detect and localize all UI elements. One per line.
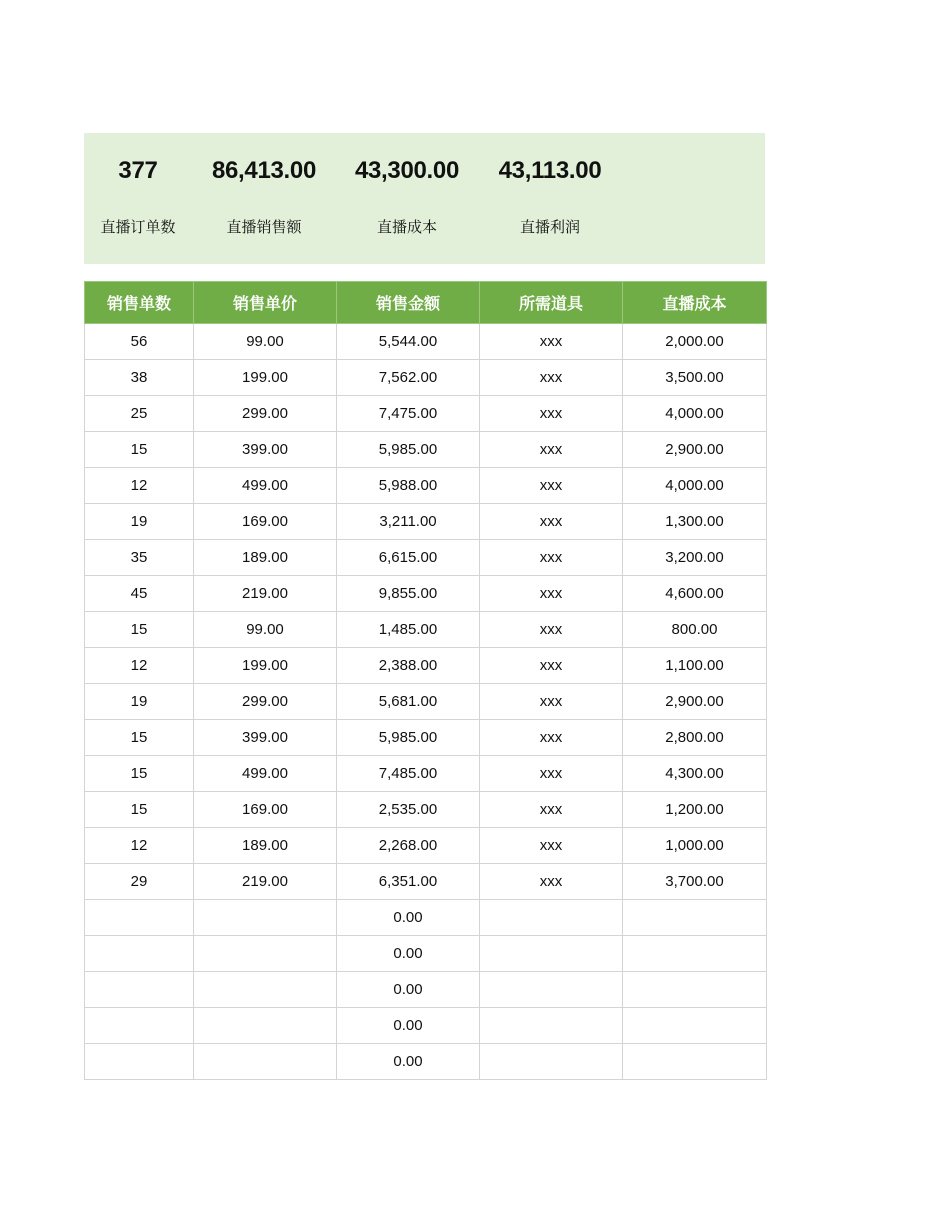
cost-cell[interactable]: 3,700.00 [623,864,767,900]
quantity-cell[interactable]: 45 [85,576,194,612]
amount-cell[interactable]: 0.00 [337,1008,480,1044]
unit-price-cell[interactable]: 169.00 [194,792,337,828]
unit-price-cell[interactable]: 169.00 [194,504,337,540]
quantity-cell[interactable] [85,1044,194,1080]
table-header-row [85,282,767,324]
unit-price-cell[interactable] [194,1008,337,1044]
unit-price-cell[interactable]: 219.00 [194,864,337,900]
cost-cell[interactable] [623,972,767,1008]
quantity-cell[interactable]: 38 [85,360,194,396]
unit-price-cell[interactable] [194,936,337,972]
cost-cell[interactable]: 3,500.00 [623,360,767,396]
props-cell[interactable]: xxx [480,576,623,612]
table-row [85,1008,767,1044]
props-cell[interactable] [480,936,623,972]
amount-cell[interactable]: 0.00 [337,1044,480,1080]
amount-cell[interactable]: 3,211.00 [337,504,480,540]
unit-price-cell[interactable]: 199.00 [194,360,337,396]
amount-cell[interactable]: 5,985.00 [337,432,480,468]
props-cell[interactable]: xxx [480,504,623,540]
unit-price-cell[interactable]: 299.00 [194,396,337,432]
props-cell[interactable] [480,1008,623,1044]
table-body [85,324,767,1080]
amount-cell[interactable]: 5,988.00 [337,468,480,504]
props-cell[interactable] [480,1044,623,1080]
table-row [85,864,767,900]
props-cell[interactable]: xxx [480,648,623,684]
table-row [85,576,767,612]
props-cell[interactable]: xxx [480,864,623,900]
unit-price-cell[interactable] [194,900,337,936]
props-cell[interactable]: xxx [480,396,623,432]
cost-cell[interactable]: 800.00 [623,612,767,648]
header-unit-price[interactable]: 销售单价 [194,282,337,324]
quantity-cell[interactable]: 19 [85,684,194,720]
cost-cell[interactable]: 1,200.00 [623,792,767,828]
props-cell[interactable]: xxx [480,756,623,792]
stat-cost-value[interactable]: 43,300.00 [354,157,460,184]
quantity-cell[interactable]: 15 [85,720,194,756]
stat-orders-value[interactable]: 377 [118,157,158,184]
unit-price-cell[interactable] [194,972,337,1008]
header-props[interactable]: 所需道具 [480,282,623,324]
amount-cell[interactable]: 1,485.00 [337,612,480,648]
cost-cell[interactable]: 4,000.00 [623,468,767,504]
cost-cell[interactable] [623,936,767,972]
unit-price-cell[interactable]: 199.00 [194,648,337,684]
quantity-cell[interactable] [85,1008,194,1044]
quantity-cell[interactable]: 12 [85,648,194,684]
table-row [85,396,767,432]
unit-price-cell[interactable]: 399.00 [194,432,337,468]
table-row [85,684,767,720]
stat-profit-label[interactable]: 直播利润 [519,219,580,236]
unit-price-cell[interactable]: 99.00 [194,324,337,360]
props-cell[interactable]: xxx [480,828,623,864]
props-cell[interactable]: xxx [480,612,623,648]
quantity-cell[interactable]: 29 [85,864,194,900]
table-row [85,324,767,360]
table-row [85,540,767,576]
table-row [85,612,767,648]
unit-price-cell[interactable]: 299.00 [194,684,337,720]
cost-cell[interactable]: 3,200.00 [623,540,767,576]
props-cell[interactable]: xxx [480,792,623,828]
quantity-cell[interactable] [85,972,194,1008]
unit-price-cell[interactable]: 399.00 [194,720,337,756]
cost-cell[interactable]: 2,800.00 [623,720,767,756]
props-cell[interactable]: xxx [480,324,623,360]
amount-cell[interactable]: 5,544.00 [337,324,480,360]
quantity-cell[interactable]: 19 [85,504,194,540]
quantity-cell[interactable]: 15 [85,612,194,648]
cost-cell[interactable]: 2,900.00 [623,684,767,720]
table-row [85,828,767,864]
quantity-cell[interactable]: 15 [85,432,194,468]
amount-cell[interactable]: 7,485.00 [337,756,480,792]
unit-price-cell[interactable]: 99.00 [194,612,337,648]
table-row [85,900,767,936]
amount-cell[interactable]: 2,268.00 [337,828,480,864]
table-row [85,648,767,684]
quantity-cell[interactable]: 35 [85,540,194,576]
table-row [85,360,767,396]
amount-cell[interactable]: 7,562.00 [337,360,480,396]
amount-cell[interactable]: 7,475.00 [337,396,480,432]
unit-price-cell[interactable]: 499.00 [194,468,337,504]
amount-cell[interactable]: 0.00 [337,972,480,1008]
cost-cell[interactable]: 4,600.00 [623,576,767,612]
cost-cell[interactable] [623,1044,767,1080]
props-cell[interactable] [480,972,623,1008]
stat-orders-label[interactable]: 直播订单数 [100,219,176,236]
props-cell[interactable]: xxx [480,540,623,576]
stat-sales-label[interactable]: 直播销售额 [226,219,302,236]
quantity-cell[interactable]: 25 [85,396,194,432]
cost-cell[interactable]: 2,900.00 [623,432,767,468]
quantity-cell[interactable] [85,936,194,972]
table-row [85,756,767,792]
table-row [85,936,767,972]
quantity-cell[interactable]: 12 [85,468,194,504]
cost-cell[interactable]: 2,000.00 [623,324,767,360]
table-row [85,504,767,540]
header-cost[interactable]: 直播成本 [623,282,767,324]
amount-cell[interactable]: 2,388.00 [337,648,480,684]
stat-cost-label[interactable]: 直播成本 [376,219,437,236]
amount-cell[interactable]: 2,535.00 [337,792,480,828]
amount-cell[interactable]: 6,351.00 [337,864,480,900]
unit-price-cell[interactable]: 219.00 [194,576,337,612]
quantity-cell[interactable]: 15 [85,756,194,792]
header-amount[interactable]: 销售金额 [337,282,480,324]
table-row [85,792,767,828]
unit-price-cell[interactable]: 189.00 [194,540,337,576]
props-cell[interactable]: xxx [480,432,623,468]
table-row [85,1044,767,1080]
cost-cell[interactable] [623,1008,767,1044]
props-cell[interactable]: xxx [480,720,623,756]
sales-table [84,281,767,1080]
amount-cell[interactable]: 6,615.00 [337,540,480,576]
unit-price-cell[interactable]: 499.00 [194,756,337,792]
table-row [85,432,767,468]
amount-cell[interactable]: 9,855.00 [337,576,480,612]
amount-cell[interactable]: 0.00 [337,900,480,936]
quantity-cell[interactable]: 12 [85,828,194,864]
cost-cell[interactable]: 4,000.00 [623,396,767,432]
cost-cell[interactable]: 1,300.00 [623,504,767,540]
cost-cell[interactable]: 4,300.00 [623,756,767,792]
cost-cell[interactable]: 1,000.00 [623,828,767,864]
amount-cell[interactable]: 5,681.00 [337,684,480,720]
table-row [85,468,767,504]
quantity-cell[interactable]: 56 [85,324,194,360]
amount-cell[interactable]: 0.00 [337,936,480,972]
cost-cell[interactable]: 1,100.00 [623,648,767,684]
props-cell[interactable]: xxx [480,360,623,396]
header-quantity[interactable]: 销售单数 [85,282,194,324]
props-cell[interactable]: xxx [480,468,623,504]
quantity-cell[interactable]: 15 [85,792,194,828]
props-cell[interactable] [480,900,623,936]
props-cell[interactable]: xxx [480,684,623,720]
stat-sales-value[interactable]: 86,413.00 [211,157,317,184]
summary-panel [84,133,765,264]
amount-cell[interactable]: 5,985.00 [337,720,480,756]
quantity-cell[interactable] [85,900,194,936]
unit-price-cell[interactable] [194,1044,337,1080]
stat-profit-value[interactable]: 43,113.00 [498,157,602,184]
table-row [85,972,767,1008]
unit-price-cell[interactable]: 189.00 [194,828,337,864]
cost-cell[interactable] [623,900,767,936]
table-row [85,720,767,756]
